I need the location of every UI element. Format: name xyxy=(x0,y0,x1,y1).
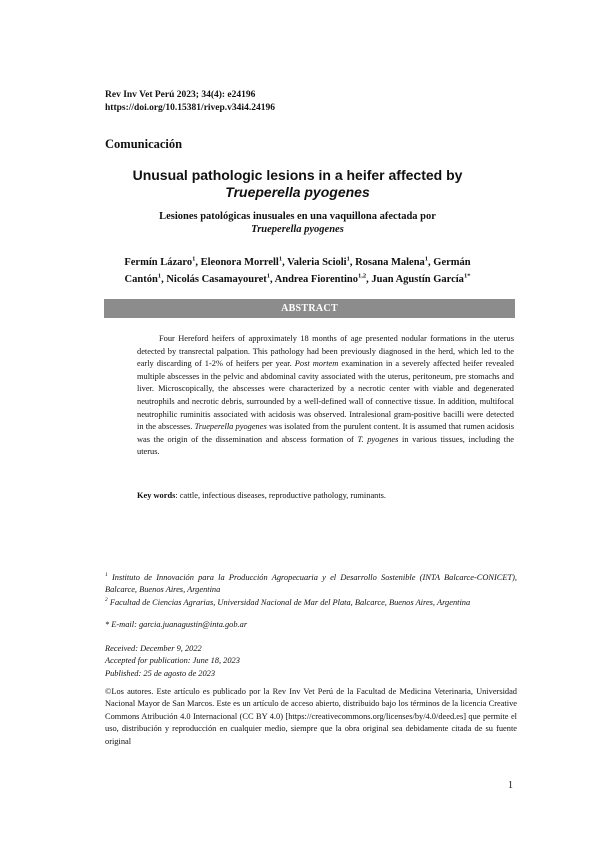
spanish-title-line-1: Lesiones patológicas inusuales en una vaquillona afectada por xyxy=(159,211,436,222)
published-date: Published: 25 de agosto de 2023 xyxy=(105,668,216,678)
title-line-1: Unusual pathologic lesions in a heifer affected by xyxy=(132,167,463,183)
author-list xyxy=(110,252,485,287)
author: Andrea Fiorentino$^{1,2}$, xyxy=(274,272,372,285)
spanish-title-line-2: Trueperella pyogenes xyxy=(251,224,344,235)
keywords-label: Key words xyxy=(137,491,176,500)
contact-email: * E-mail: garcia.juanagustin@inta.gob.ar xyxy=(105,620,248,629)
section-label: Comunicación xyxy=(105,137,183,151)
journal-doi: https://doi.org/10.15381/rivep.v34i4.24196 xyxy=(105,103,275,113)
author: Germán Cantón$^1$, xyxy=(124,256,471,285)
page-number: 1 xyxy=(508,780,513,791)
author: Eleonora Morrell$^1$, xyxy=(200,255,288,268)
journal-header xyxy=(105,89,275,115)
affiliation: $^1$ Instituto de Innovación para la Producción Agropecuaria y el Desarrollo Sostenible (INTA Balcarce-CONICET), Balcarce, Buenos Aires, Argentina xyxy=(105,572,517,595)
keywords xyxy=(137,491,514,500)
affiliation: $^2$ Facultad de Ciencias Agrarias, Universidad Nacional de Mar del Plata, Balcarce, Buenos Aires, Argentina xyxy=(105,597,471,607)
received-date: Received: December 9, 2022 xyxy=(105,644,202,653)
license-notice: ©Los autores. Este artículo es publicado por la Rev Inv Vet Perú de la Facultad de Medicina Veterinaria, Universidad Nacional Mayor de San Marcos. Este es un artículo de acceso abierto, distribuido bajo los términos de la licencia Creative Commons Atribución 4.0 Internacional (CC BY 4.0) [https://creativecommons.org/licenses/by/4.0/deed.es] que permite el uso, distribución y reproducción en cualquier medio, siempre que la obra original sea debidamente citada de su fuente original xyxy=(105,687,517,746)
title-line-2: Trueperella pyogenes xyxy=(225,184,370,200)
author: Juan Agustín García$^{1*}$ xyxy=(371,272,471,285)
publication-dates xyxy=(105,643,240,680)
keywords-text: : cattle, infectious diseases, reproductive pathology, ruminants. xyxy=(175,491,387,500)
abstract-body: Four Hereford heifers of approximately 18 months of age presented nodular formations in the uterus detected by transrectal palpation. This pathology had been previously diagnosed in the herd, which led to the early discarding of 1-2% of heifers per year. Post mortem examination in a severely affected heifer revealed multiple abscesses in the pelvic and abdominal cavity associated with the uterus, peritoneum, pre stomachs and liver. Microscopically, the abscesses were characterized by a necrotic center with viable and degenerated neutrophils and necrotic debris, surrounded by a well-defined wall of connective tissue. In addition, multifocal neutrophilic ruminitis associated with acidosis was observed. Intralesional gram-positive bacilli were detected in the abscesses. Trueperella pyogenes was isolated from the purulent content. It is assumed that rumen acidosis was the origin of the dissemination and abscess formation of T. pyogenes in various tissues, including the uterus. xyxy=(137,334,514,457)
author: Valeria Scioli$^1$, xyxy=(287,255,356,268)
abstract-heading: ABSTRACT xyxy=(104,299,515,318)
article-title xyxy=(105,167,490,201)
author: Fermín Lázaro$^1$, xyxy=(124,255,201,268)
author: Nicolás Casamayouret$^1$, xyxy=(166,272,275,285)
spanish-title xyxy=(105,210,490,236)
accepted-date: Accepted for publication: June 18, 2023 xyxy=(105,656,240,666)
journal-citation: Rev Inv Vet Perú 2023; 34(4): e24196 xyxy=(105,90,256,100)
author: Rosana Malena$^1$, xyxy=(355,255,434,268)
